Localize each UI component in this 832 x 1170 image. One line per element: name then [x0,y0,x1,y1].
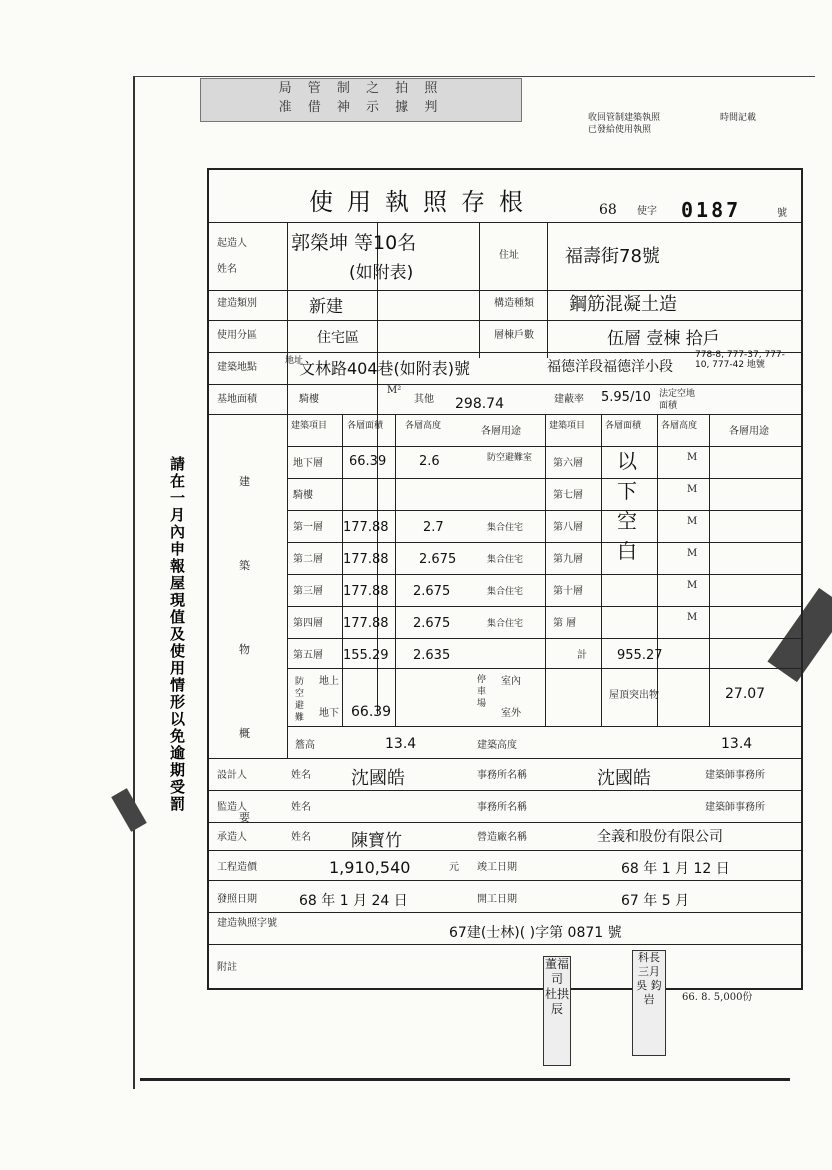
build-type-label: 建造類別 [217,298,257,309]
bldg-height-label: 建築高度 [477,740,517,751]
permit-number: 0187 [681,198,742,222]
contractor-name: 陳寶竹 [351,831,402,851]
designer-label: 設計人 [217,770,247,781]
supervisor-label: 監造人 [217,802,247,813]
builder-name: 郭榮坤 等10名 [291,232,417,254]
designer-office-suffix: 建築師事務所 [705,770,765,781]
builder-name-2: (如附表) [349,263,414,283]
parking-label: 停車場 [477,675,487,709]
supervisor-office-label: 事務所名稱 [477,802,527,813]
margin-note: 請在一月內申報屋現值及使用情形以免逾期受罰 [170,455,186,813]
bottom-rule [140,1078,790,1081]
side-note-right: 收回管制建築執照 已發給使用執照 時間記載 [588,113,757,135]
start-value: 67 年 5 月 [621,893,690,909]
eave-value: 13.4 [385,736,417,752]
remarks-label: 附註 [217,962,237,973]
address-value: 福壽街78號 [565,246,660,267]
build-type-value: 新建 [309,297,343,317]
permit-suffix: 號 [777,208,787,219]
contractor-label: 承造人 [217,832,247,843]
area-label: 基地面積 [217,394,257,405]
builder-name-label: 姓名 [217,264,237,275]
site-value: 文林路404巷(如附表)號 [299,359,471,378]
floor-row: 第一層 177.88 2.7 集合住宅 [293,520,524,535]
cost-value: 1,910,540 [329,858,411,877]
site-label: 建築地點 [217,362,257,373]
lot-numbers: 778-8, 777-37, 777-10, 777-42 地號 [695,350,785,370]
structure-value: 鋼筋混凝土造 [569,294,677,315]
firm-value: 全義和股份有限公司 [597,829,723,845]
eave-label: 簷高 [295,740,315,751]
permit-char: 使字 [637,206,657,217]
col-area-right: 各層面積 [605,421,642,431]
supervisor-office-suffix: 建築師事務所 [705,802,765,813]
complete-value: 68 年 1 月 12 日 [621,861,730,877]
right-blank-note: 以下空白 [617,449,637,563]
floor-row: 第二層 177.88 2.675 集合住宅 [293,552,524,567]
issue-value: 68 年 1 月 24 日 [299,893,408,909]
zone-label: 使用分區 [217,330,257,341]
col-height-right: 各層高度 [661,421,698,431]
coverage-label: 建蔽率 [554,394,584,405]
roof-value: 27.07 [725,686,766,702]
floors-label: 層棟戶數 [494,330,534,341]
shelter-above: 地上 [319,676,339,687]
form-title: 使用執照存根 [309,188,537,216]
address-label: 住址 [499,250,519,261]
section-label: 建築物概要 [239,475,250,824]
unit-m2: M² [387,385,402,396]
yuan-label: 元 [449,862,459,873]
designer-office: 沈國皓 [597,768,651,789]
col-height-left: 各層高度 [405,421,442,431]
col-area-left: 各層面積 [347,421,384,431]
approval-stamp-right: 科長三月 吳 鈞 岩 [632,950,666,1056]
supervisor-name-label: 姓名 [291,802,311,813]
floors-value: 伍層 壹棟 拾戶 [607,329,720,349]
shelter-label: 防空避難 [295,677,305,723]
parking-outdoor: 室外 [501,708,521,719]
designer-name-label: 姓名 [291,770,311,781]
site-addr-label: 地址 [285,356,304,366]
issue-label: 發照日期 [217,894,257,905]
firm-label: 營造廠名稱 [477,832,527,843]
floor-row: 第三層 177.88 2.675 集合住宅 [293,584,524,599]
floor-row: 地下層 66.39 2.6 防空避難室 [293,453,533,469]
shelter-below-area: 66.39 [351,704,392,720]
arcade-label: 騎樓 [299,394,319,405]
zone-value: 住宅區 [317,330,359,346]
coverage-value: 5.95/10 [601,390,651,405]
start-label: 開工日期 [477,894,517,905]
structure-label: 構造種類 [494,298,534,309]
col-item-right: 建築項目 [549,421,586,431]
cost-label: 工程造價 [217,862,257,873]
other-area: 298.74 [455,396,504,412]
build-permit-label: 建造執照字號 [217,918,277,929]
floor-row: 第四層 177.88 2.675 集合住宅 [293,616,524,631]
builder-label: 起造人 [217,238,247,249]
legal-space-label: 法定空地面積 [659,389,696,411]
bldg-height-value: 13.4 [721,736,753,752]
total-area: 955.27 [617,648,663,663]
approval-stamp-left: 董福司 杜拱辰 [543,956,571,1066]
contractor-name-label: 姓名 [291,832,311,843]
designer-office-label: 事務所名稱 [477,770,527,781]
roof-label: 屋頂突出物 [609,690,659,701]
top-stamp: 局 管 制 之 拍 照 准 借 神 示 據 判 [200,78,522,122]
permit-prefix: 68 [599,202,617,218]
col-use-right: 各層用途 [729,426,769,437]
form-footer: 66. 8. 5,000份 [682,992,753,1003]
other-label: 其他 [414,394,434,405]
permit-form: 使用執照存根 68 使字 0187 號 起造人 姓名 郭榮坤 等10名 (如附表) 住址 福壽街78號 建造類別 新建 構造種類 鋼筋混凝土造 使用分區 住宅區 層棟戶數 伍層 壹棟 拾戶 建築地點 地址 文林路404巷(如附表)號 福德洋段福德洋小段 778-8, 777-37, 777-10, 777-42 地號 基地面積 騎樓 M² 其他 298.74 建蔽率 5.95/10 法定空地面積 建築項目 各層面積 各層高度 各層用途 建築項目 各層面積 各層高度 各層用途 建築物概要 地下層 66.39 2.6 防空避難室 騎樓 第一層 177.88 2.7 集合住宅 第二層 177.88 2.675 集合住宅 第三層 177.88 2.675 集合住宅 第四層 177.88 2.675 集合住宅 第五層 155.29 2.635 第六層 第七層 第八層 第九層 第十層 第 層 M M M M M M 以下空白 計 955.27 防空避難 地上 地下 66.39 停車場 室內 室外 屋頂突出物 27.07 簷高 13.4 建築高度 13.4 設計人 姓名 沈國皓 事務所名稱 沈國皓 建築師事務所 監造人 姓名 事務所名稱 建築師事務所 承造人 姓名 陳寶竹 營造廠名稱 全義和股份有限公司 工程造價 1,910,540 元 竣工日期 68 年 1 月 12 日 發照日期 68 年 1 月 24 日 開工日期 67 年 5 月 建造執照字號 67建(士林)( )字第 0871 號 附註 [207,168,803,990]
total-label: 計 [577,650,587,661]
complete-label: 竣工日期 [477,862,517,873]
shelter-below: 地下 [319,708,339,719]
parking-indoor: 室內 [501,676,521,687]
floor-row: 第五層 155.29 2.635 [293,648,451,663]
build-permit-value: 67建(士林)( )字第 0871 號 [449,925,622,941]
col-use-left: 各層用途 [481,426,521,437]
lot-value: 福德洋段福德洋小段 [547,359,673,375]
col-item-left: 建築項目 [291,421,328,431]
floor-row: 騎樓 [293,490,313,501]
designer-name: 沈國皓 [351,768,405,789]
